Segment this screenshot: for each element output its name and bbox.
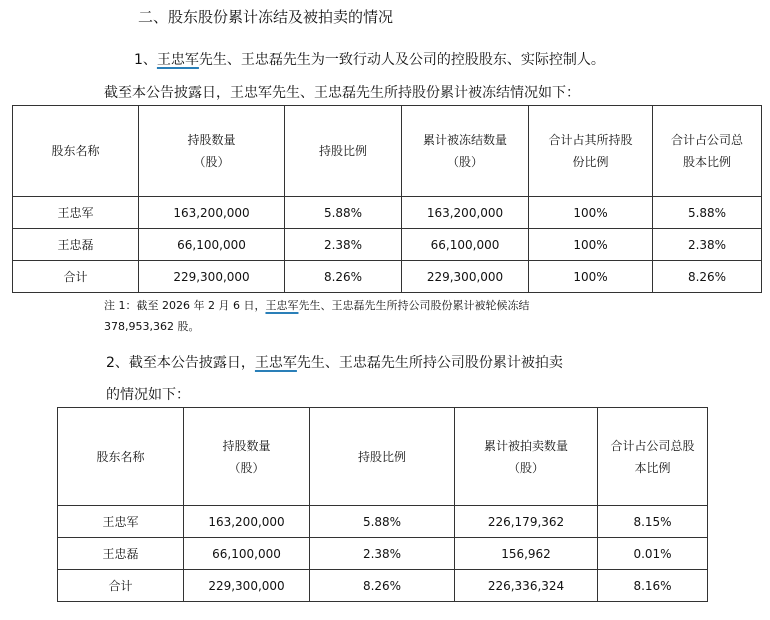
shareholder-name-link: 王忠军 [254, 355, 297, 371]
header-holding-ratio: 持股比例 [310, 408, 455, 506]
cell-ratio-held: 100% [529, 197, 653, 229]
paragraph-controlling-shareholders: 1、王忠军先生、王忠磊先生为一致行动人及公司的控股股东、实际控制人。 [134, 52, 605, 68]
table-header-row [13, 106, 762, 197]
header-ratio-of-held: 合计占其所持股 份比例 [529, 106, 653, 197]
auctioned-shares-table [57, 407, 708, 602]
cell-name: 王忠磊 [58, 538, 184, 570]
table-row [58, 506, 708, 538]
cell-ratio-total: 0.01% [598, 538, 708, 570]
cell-ratio-held: 100% [529, 261, 653, 293]
header-ratio-of-total: 合计占公司总股 本比例 [598, 408, 708, 506]
cell-shares: 229,300,000 [139, 261, 285, 293]
cell-shares: 66,100,000 [184, 538, 310, 570]
cell-ratio-total: 8.15% [598, 506, 708, 538]
paragraph-text: 先生、王忠磊先生为一致行动人及公司的控股股东、实际控制人。 [198, 52, 605, 68]
cell-ratio: 5.88% [310, 506, 455, 538]
cell-ratio-held: 100% [529, 229, 653, 261]
paragraph-auction-intro-cont: 的情况如下： [106, 387, 190, 403]
header-shareholder-name: 股东名称 [58, 408, 184, 506]
cell-name: 王忠磊 [13, 229, 139, 261]
cell-shares: 163,200,000 [139, 197, 285, 229]
paragraph-frozen-intro: 截至本公告披露日，王忠军先生、王忠磊先生所持股份累计被冻结情况如下： [104, 85, 580, 101]
header-auctioned-quantity: 累计被拍卖数量 （股） [455, 408, 598, 506]
cell-name: 合计 [58, 570, 184, 602]
header-shareholder-name: 股东名称 [13, 106, 139, 197]
table-row [58, 538, 708, 570]
paragraph-auction-intro: 2、截至本公告披露日，王忠军先生、王忠磊先生所持公司股份累计被拍卖 [106, 355, 563, 371]
cell-ratio: 8.26% [285, 261, 402, 293]
cell-auctioned: 226,336,324 [455, 570, 598, 602]
cell-shares: 66,100,000 [139, 229, 285, 261]
shareholder-name-link: 王忠军 [156, 52, 199, 68]
cell-ratio-total: 8.16% [598, 570, 708, 602]
cell-shares: 229,300,000 [184, 570, 310, 602]
cell-ratio: 8.26% [310, 570, 455, 602]
cell-ratio-total: 5.88% [653, 197, 762, 229]
cell-frozen: 66,100,000 [402, 229, 529, 261]
header-shares-held: 持股数量 （股） [139, 106, 285, 197]
table-header-row [58, 408, 708, 506]
header-shares-held: 持股数量 （股） [184, 408, 310, 506]
footnote-line-1: 注 1：截至 2026 年 2 月 6 日，王忠军先生、王忠磊先生所持公司股份累计被轮候冻结 [104, 299, 530, 312]
header-ratio-of-total: 合计占公司总 股本比例 [653, 106, 762, 197]
cell-ratio: 2.38% [285, 229, 402, 261]
cell-ratio: 2.38% [310, 538, 455, 570]
cell-ratio: 5.88% [285, 197, 402, 229]
cell-name: 王忠军 [58, 506, 184, 538]
footnote-line-2: 378,953,362 股。 [104, 320, 200, 333]
cell-frozen: 229,300,000 [402, 261, 529, 293]
table-row [13, 197, 762, 229]
table-row-total [13, 261, 762, 293]
frozen-shares-table [12, 105, 762, 293]
table-row-total [58, 570, 708, 602]
cell-frozen: 163,200,000 [402, 197, 529, 229]
cell-name: 王忠军 [13, 197, 139, 229]
cell-auctioned: 226,179,362 [455, 506, 598, 538]
cell-name: 合计 [13, 261, 139, 293]
footnote-name-link: 王忠军 [265, 299, 299, 312]
header-frozen-quantity: 累计被冻结数量 （股） [402, 106, 529, 197]
table-row [13, 229, 762, 261]
header-holding-ratio: 持股比例 [285, 106, 402, 197]
cell-ratio-total: 8.26% [653, 261, 762, 293]
cell-shares: 163,200,000 [184, 506, 310, 538]
cell-auctioned: 156,962 [455, 538, 598, 570]
cell-ratio-total: 2.38% [653, 229, 762, 261]
section-heading: 二、股东股份累计冻结及被拍卖的情况 [138, 8, 394, 26]
